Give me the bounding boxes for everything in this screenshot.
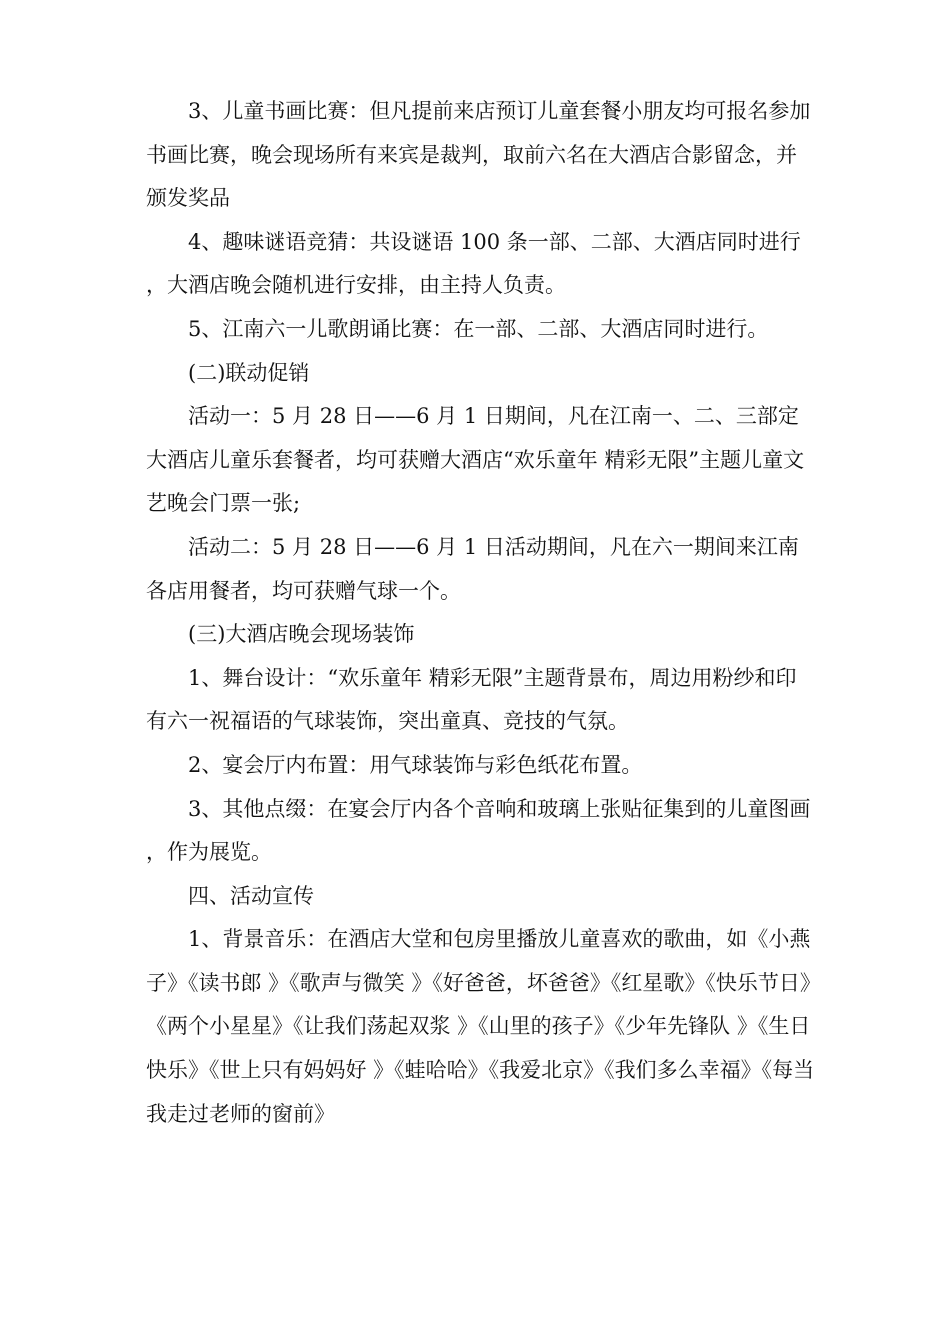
paragraph-nursery-rhyme-contest: 5、江南六一儿歌朗诵比赛：在一部、二部、大酒店同时进行。 bbox=[188, 316, 769, 341]
section-heading-venue-decoration: (三)大酒店晚会现场装饰 bbox=[188, 622, 415, 647]
paragraph-stage-design: 1、舞台设计：“欢乐童年 精彩无限”主题背景布，周边用粉纱和印有六一祝福语的气球装饰，突出童真、竞技的气氛。 bbox=[146, 665, 797, 734]
paragraph-calligraphy-contest: 3、儿童书画比赛：但凡提前来店预订儿童套餐小朋友均可报名参加书画比赛，晚会现场所有来宾是裁判，取前六名在大酒店合影留念，并颁发奖品 bbox=[146, 99, 811, 211]
paragraph-hall-layout: 2、宴会厅内布置：用气球装饰与彩色纸花布置。 bbox=[188, 752, 643, 777]
document-page bbox=[146, 90, 816, 1136]
paragraph-background-music: 1、背景音乐：在酒店大堂和包房里播放儿童喜欢的歌曲，如《小燕子》《读书郎 》《歌声与微笑 》《好爸爸，坏爸爸》《红星歌》《快乐节日》《两个小星星》《让我们荡起双浆 》《山里的孩子》《少年先锋队 》《生日快乐》《世上只有妈妈好 》《蛙哈哈》《我爱北京》《我们多么幸福》《每当我走过老师的窗前》 bbox=[146, 927, 815, 1126]
section-heading-publicity: 四、活动宣传 bbox=[188, 883, 314, 908]
paragraph-riddle-contest: 4、趣味谜语竞猜：共设谜语 100 条一部、二部、大酒店同时进行，大酒店晚会随机进行安排，由主持人负责。 bbox=[146, 229, 801, 298]
paragraph-activity-two: 活动二：5 月 28 日——6 月 1 日活动期间，凡在六一期间来江南各店用餐者，均可获赠气球一个。 bbox=[146, 534, 799, 603]
section-heading-joint-promotion: (二)联动促销 bbox=[188, 360, 310, 385]
paragraph-activity-one: 活动一：5 月 28 日——6 月 1 日期间，凡在江南一、二、三部定大酒店儿童乐套餐者，均可获赠大酒店“欢乐童年 精彩无限”主题儿童文艺晚会门票一张; bbox=[146, 404, 805, 516]
paragraph-other-decoration: 3、其他点缀：在宴会厅内各个音响和玻璃上张贴征集到的儿童图画，作为展览。 bbox=[146, 796, 811, 865]
